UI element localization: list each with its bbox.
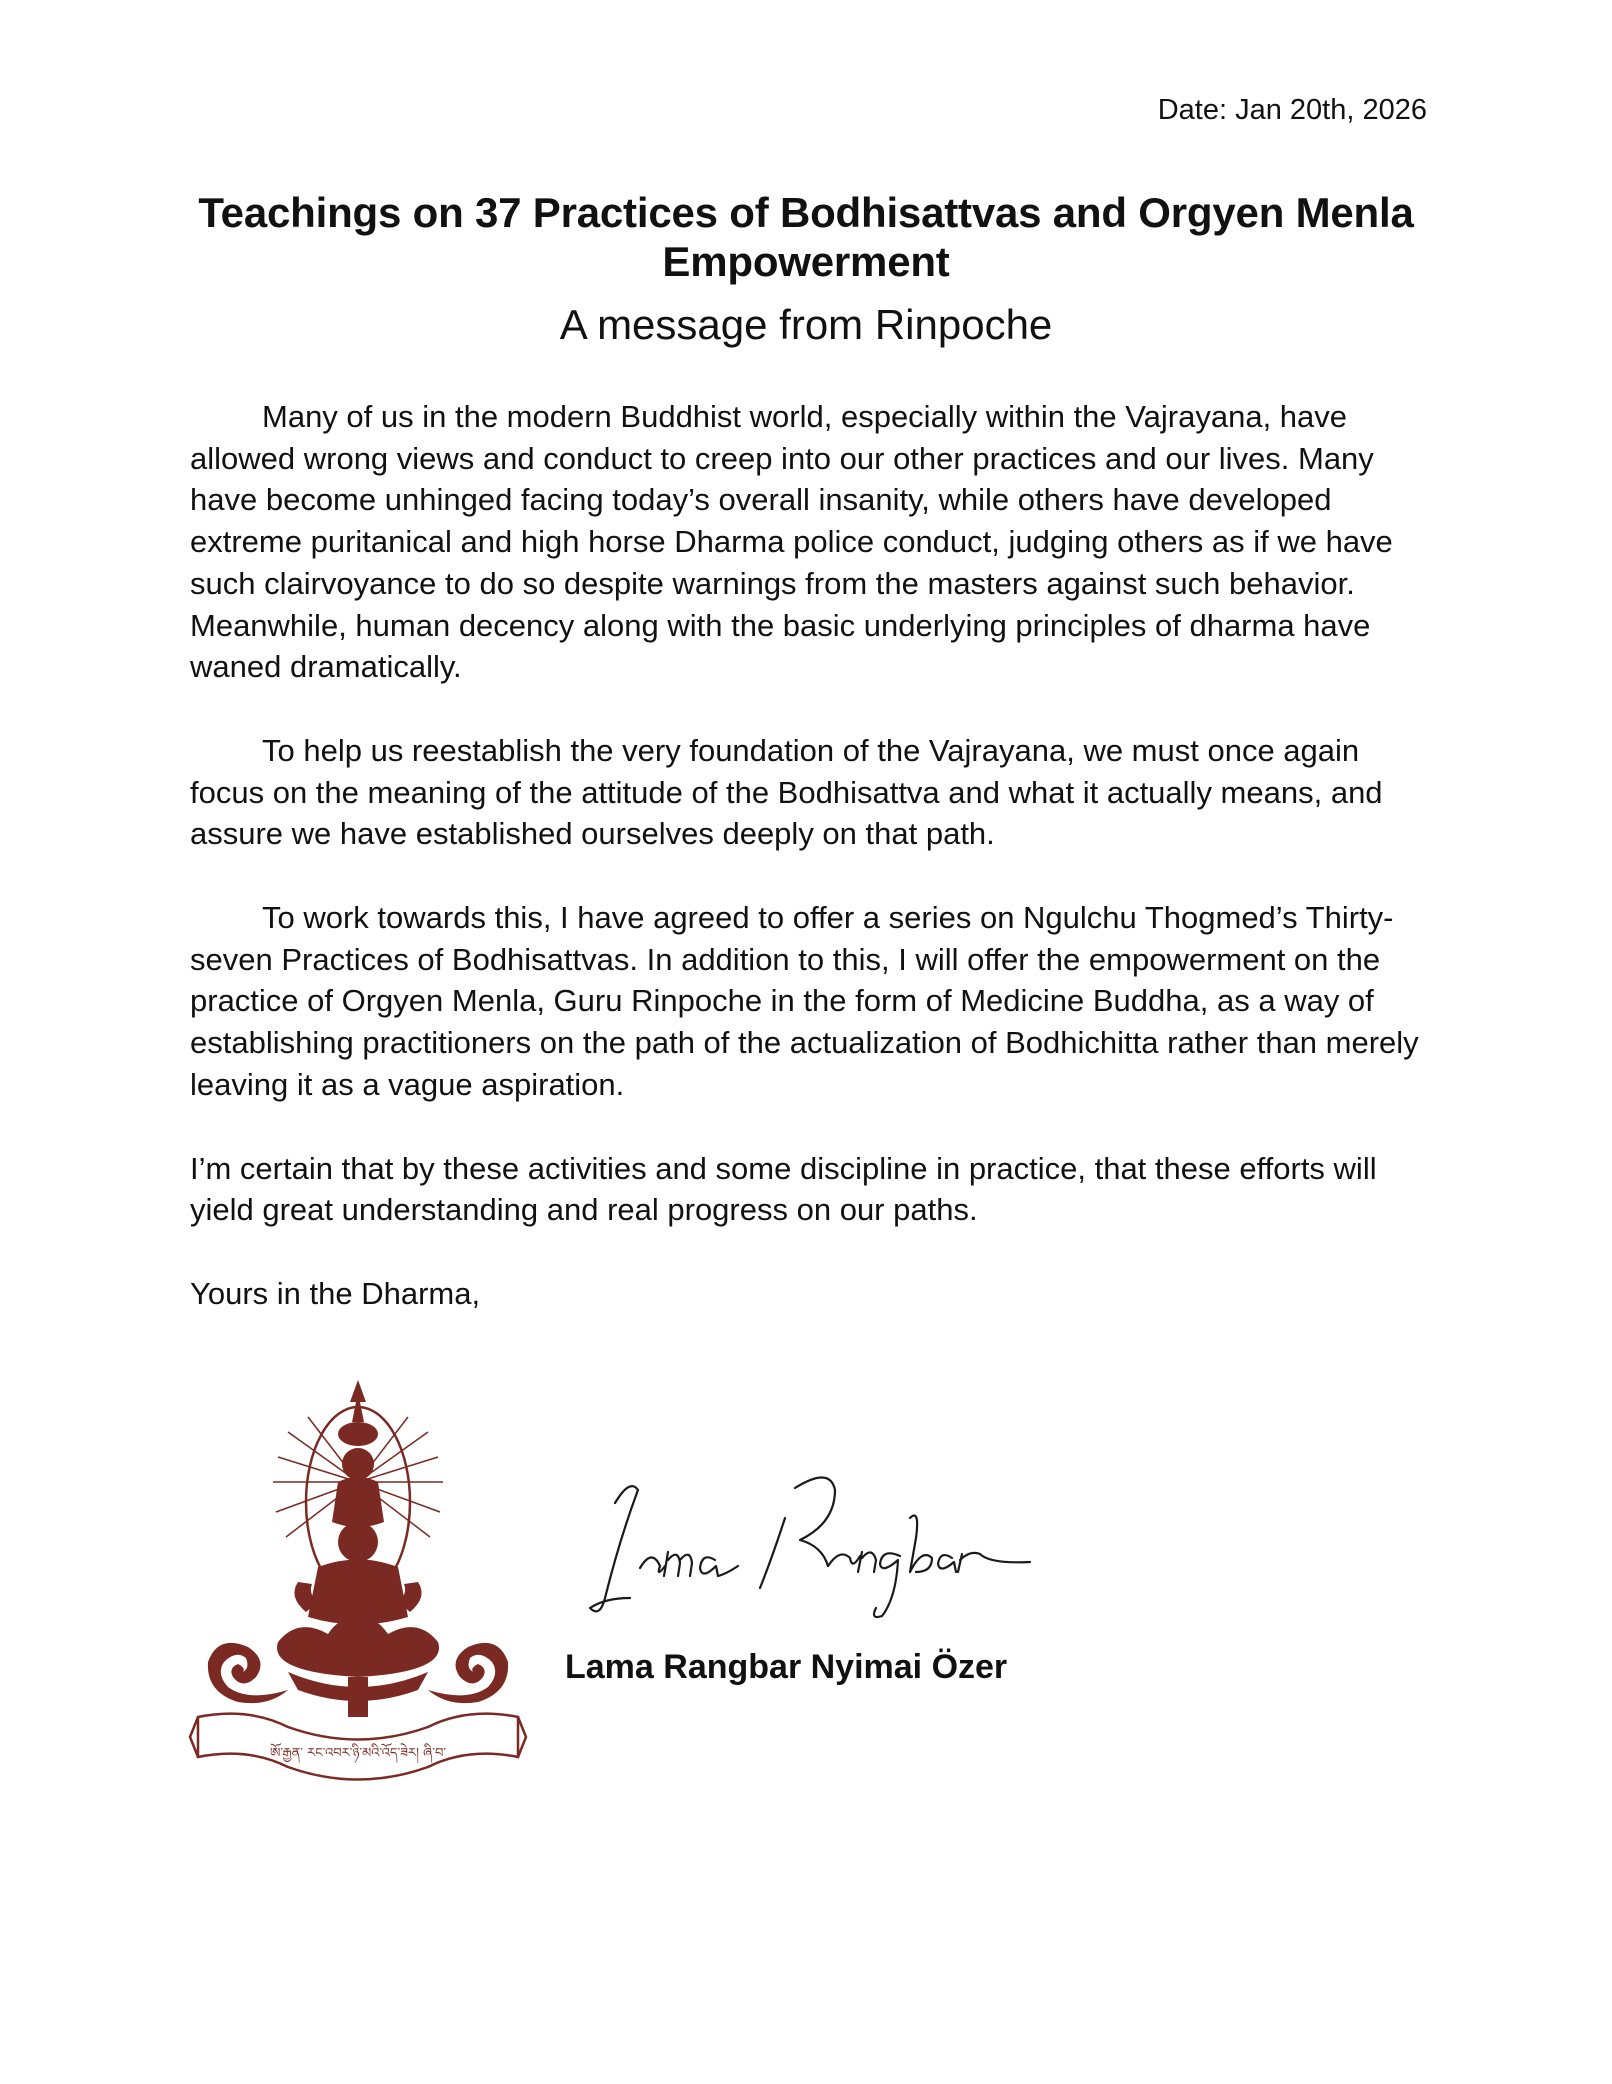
handwritten-signature-icon: [560, 1448, 1040, 1628]
paragraph-4: I’m certain that by these activities and some discipline in practice, that these efforts will yield great understanding and real progress on our paths.: [190, 1150, 1377, 1228]
document-date: Date: Jan 20th, 2026: [1157, 94, 1427, 126]
emblem-banner-text: ཨོ་རྒྱན་ རང་འབར་ཉི་མའི་འོད་ཟེར། ཞི་བ་: [269, 1746, 447, 1761]
orgyen-menla-emblem-icon: [188, 1372, 528, 1792]
paragraph-2: To help us reestablish the very foundation of the Vajrayana, we must once again focus on the meaning of the attitude of the Bodhisattva and what it actually means, and assure we have established ourselves deeply on that path.: [190, 732, 1383, 852]
signatory-name: Lama Rangbar Nyimai Özer: [565, 1648, 1008, 1686]
letter-body: [190, 396, 1440, 1357]
document-title: Teachings on 37 Practices of Bodhisattvas and Orgyen Menla Empowerment: [198, 189, 1414, 285]
document-subtitle: A message from Rinpoche: [559, 301, 1053, 348]
paragraph-1: Many of us in the modern Buddhist world, especially within the Vajrayana, have allowed wrong views and conduct to creep into our other practices and our lives. Many have become unhinged facing today’s overall insanity, while others have developed extreme puritanical and high horse Dharma police conduct, judging others as if we have such clairvoyance to do so despite warnings from the masters against such behavior. Meanwhile, human decency along with the basic underlying principles of dharma have waned dramatically.: [190, 399, 1393, 685]
closing-line: Yours in the Dharma,: [190, 1275, 481, 1311]
paragraph-3: To work towards this, I have agreed to offer a series on Ngulchu Thogmed’s Thirty-seven Practices of Bodhisattvas. In addition to this, I will offer the empowerment on the practice of Orgyen Menla, Guru Rinpoche in the form of Medicine Buddha, as a way of establishing practitioners on the path of the actualization of Bodhichitta rather than merely leaving it as a vague aspiration.: [190, 900, 1419, 1102]
